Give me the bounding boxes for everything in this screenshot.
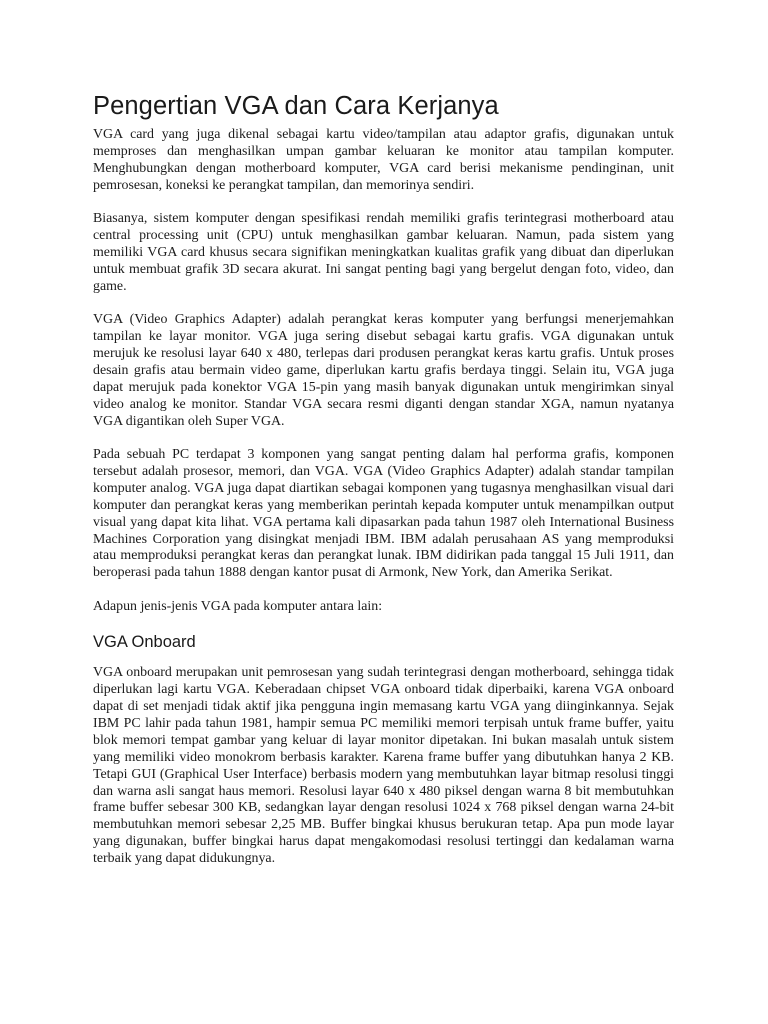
section-heading-vga-onboard: VGA Onboard bbox=[93, 633, 196, 652]
paragraph-vga-types-intro: Adapun jenis-jenis VGA pada komputer antara lain: bbox=[93, 598, 383, 614]
paragraph-intro: VGA card yang juga dikenal sebagai kartu video/tampilan atau adaptor grafis, digunakan untuk memproses dan menghasilkan umpan gambar keluaran ke monitor atau tampilan komputer. Menghubungkan dengan motherboard komputer, VGA card berisi mekanisme pendinginan, unit pemrosesan, koneksi ke perangkat tampilan, dan memorinya sendiri. bbox=[93, 127, 674, 193]
page-title: Pengertian VGA dan Cara Kerjanya bbox=[93, 92, 499, 120]
document-page bbox=[93, 91, 674, 885]
paragraph-vga-onboard: VGA onboard merupakan unit pemrosesan yang sudah terintegrasi dengan motherboard, sehingga tidak diperlukan lagi kartu VGA. Keberadaan chipset VGA onboard tidak diperbaiki, karena VGA onboard dapat di set menjadi tidak aktif jika pengguna ingin memasang kartu VGA yang diinginkannya. Sejak IBM PC lahir pada tahun 1981, hampir semua PC memiliki memori terpisah untuk frame buffer, yaitu blok memori tempat gambar yang keluar di layar monitor dipetakan. Ini bukan masalah untuk sistem yang memiliki video monokrom berbasis karakter. Karena frame buffer yang dibutuhkan hanya 2 KB. Tetapi GUI (Graphical User Interface) berbasis modern yang membutuhkan layar bitmap resolusi tinggi dan warna asli sangat haus memori. Resolusi layar 640 x 480 piksel dengan warna 8 bit membutuhkan frame buffer sebesar 300 KB, sedangkan layar dengan resolusi 1024 x 768 piksel dengan warna 24-bit membutuhkan memori sebesar 2,25 MB. Buffer bingkai khusus berukuran tetap. Apa pun mode layar yang digunakan, buffer bingkai harus dapat mengakomodasi resolusi tertinggi dan kedalaman warna terbaik yang dapat didukungnya. bbox=[93, 665, 674, 867]
paragraph-integrated-graphics: Biasanya, sistem komputer dengan spesifikasi rendah memiliki grafis terintegrasi motherboard atau central processing unit (CPU) untuk menghasilkan gambar keluaran. Namun, pada sistem yang memiliki VGA card khusus secara signifikan meningkatkan kualitas grafik yang dibuat dan diperlukan untuk membuat grafik 3D secara akurat. Ini sangat penting bagi yang bergelut dengan foto, video, dan game. bbox=[93, 211, 674, 294]
paragraph-vga-definition: VGA (Video Graphics Adapter) adalah perangkat keras komputer yang berfungsi menerjemahkan tampilan ke layar monitor. VGA juga sering disebut sebagai kartu grafis. VGA digunakan untuk merujuk ke resolusi layar 640 x 480, terlepas dari produsen perangkat keras kartu grafis. Untuk proses desain grafis atau bermain video game, diperlukan kartu grafis berdaya tinggi. Selain itu, VGA juga dapat merujuk pada konektor VGA 15-pin yang masih banyak digunakan untuk mengirimkan sinyal video analog ke monitor. Standar VGA secara resmi diganti dengan standar XGA, namun nyatanya VGA digantikan oleh Super VGA. bbox=[93, 312, 674, 429]
paragraph-vga-history: Pada sebuah PC terdapat 3 komponen yang sangat penting dalam hal performa grafis, komponen tersebut adalah prosesor, memori, dan VGA. VGA (Video Graphics Adapter) adalah standar tampilan komputer analog. VGA juga dapat diartikan sebagai komponen yang tugasnya menghasilkan visual dari komputer dan perangkat keras yang memberikan perintah kepada komputer untuk menampilkan output visual yang dapat kita lihat. VGA pertama kali dipasarkan pada tahun 1987 oleh International Business Machines Corporation yang disingkat menjadi IBM. IBM adalah perusahaan AS yang memproduksi atau memproduksi perangkat keras dan perangkat lunak. IBM didirikan pada tanggal 15 Juli 1911, dan beroperasi pada tahun 1888 dengan kantor pusat di Armonk, New York, dan Amerika Serikat. bbox=[93, 447, 674, 581]
